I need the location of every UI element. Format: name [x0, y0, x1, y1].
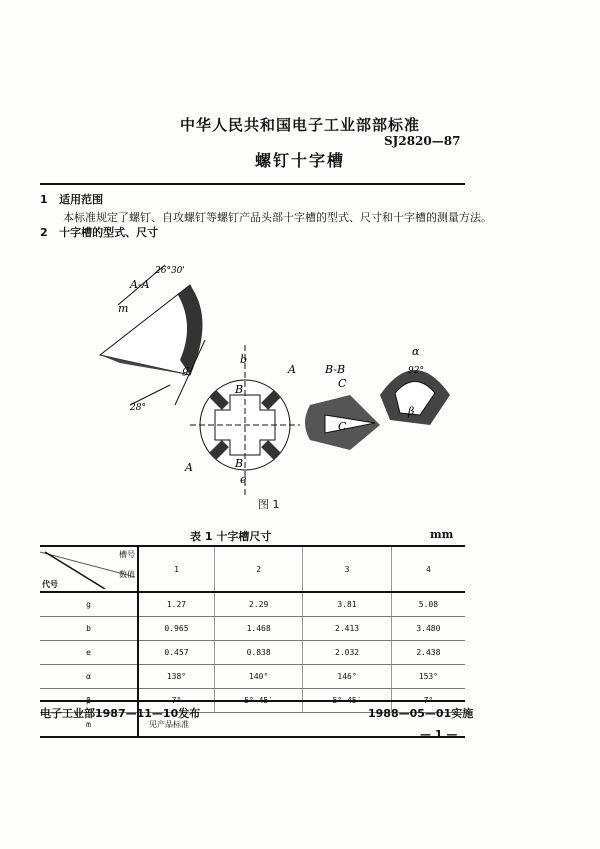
table-title: 表 1 十字槽尺寸	[190, 530, 272, 543]
cell: 2.032	[303, 641, 391, 665]
table-row	[40, 617, 465, 641]
page-number: — 1 —	[420, 728, 458, 741]
cell: 2.438	[391, 641, 465, 665]
label-g: g	[182, 363, 190, 376]
col-header: 1	[138, 546, 214, 592]
col-header: 4	[391, 546, 465, 592]
section-heading-text: 十字槽的型式、尺寸	[59, 226, 159, 239]
cell: 2.413	[303, 617, 391, 641]
label-section-bb: B-B	[325, 363, 346, 376]
footer-rule	[40, 700, 465, 702]
cell: 5.08	[391, 592, 465, 617]
row-code: β	[40, 689, 138, 713]
cell: 153°	[391, 665, 465, 689]
label-A: A	[288, 363, 296, 376]
corner-cell	[40, 546, 138, 592]
label-c: C	[338, 420, 347, 433]
cell: 146°	[303, 665, 391, 689]
cell: 3.480	[391, 617, 465, 641]
cell: 0.838	[214, 641, 302, 665]
cell: 2.29	[214, 592, 302, 617]
corner-label-symbol: 代号	[42, 580, 58, 589]
divider	[40, 183, 465, 185]
label-alpha: α	[412, 345, 420, 358]
cell: 0.457	[138, 641, 214, 665]
label-section-aa: A-A	[130, 278, 150, 291]
label-A: A	[185, 461, 193, 474]
col-header: 3	[303, 546, 391, 592]
cell: 1.468	[214, 617, 302, 641]
figure-1	[90, 245, 470, 495]
cell: 138°	[138, 665, 214, 689]
label-e: e	[240, 473, 247, 486]
cell: 5° 45′	[303, 689, 391, 713]
label-angle: 28°	[130, 403, 146, 413]
label-beta: β	[408, 405, 415, 418]
row-code: α	[40, 665, 138, 689]
label-angle: 26°30'	[155, 266, 185, 276]
cell: 1.27	[138, 592, 214, 617]
col-header: 2	[214, 546, 302, 592]
dimension-line	[130, 385, 170, 405]
section-heading-text: 适用范围	[59, 193, 104, 206]
section-2-heading	[40, 224, 158, 240]
cell: 0.965	[138, 617, 214, 641]
org-title: 中华人民共和国电子工业部部标准	[179, 116, 420, 134]
table-row	[40, 665, 465, 689]
label-angle: 92°	[408, 366, 424, 376]
table-row	[40, 592, 465, 617]
label-B: B	[235, 383, 244, 396]
standard-code: SJ2820—87	[384, 134, 461, 148]
issue-date: 电子工业部1987—11—10发布	[40, 707, 201, 720]
cell: 3.81	[303, 592, 391, 617]
section-1-heading	[40, 191, 103, 207]
row-code: e	[40, 641, 138, 665]
label-B: B	[235, 457, 244, 470]
cell: 见产品标准	[138, 713, 465, 738]
label-m: m	[118, 302, 129, 315]
corner-label-values: 数值	[119, 570, 135, 579]
table-header-row	[40, 546, 465, 592]
label-b: b	[240, 353, 248, 366]
label-c: C	[338, 377, 347, 390]
cell: 7°	[138, 689, 214, 713]
row-code: m	[40, 713, 138, 738]
cell: 7°	[391, 689, 465, 713]
table-unit: mm	[430, 528, 454, 541]
figure-caption: 图 1	[258, 498, 280, 511]
cell: 140°	[214, 665, 302, 689]
doc-title: 螺钉十字槽	[254, 151, 345, 170]
section-number: 2	[40, 226, 48, 239]
section-1-text: 本标准规定了螺钉、自攻螺钉等螺钉产品头部十字槽的型式、尺寸和十字槽的测量方法。	[63, 211, 492, 224]
row-code: b	[40, 617, 138, 641]
cell: 5° 45′	[214, 689, 302, 713]
row-code: g	[40, 592, 138, 617]
effective-date: 1988—05—01实施	[368, 707, 474, 720]
section-number: 1	[40, 193, 48, 206]
corner-label-slot-no: 槽号	[119, 550, 135, 559]
table-row	[40, 641, 465, 665]
